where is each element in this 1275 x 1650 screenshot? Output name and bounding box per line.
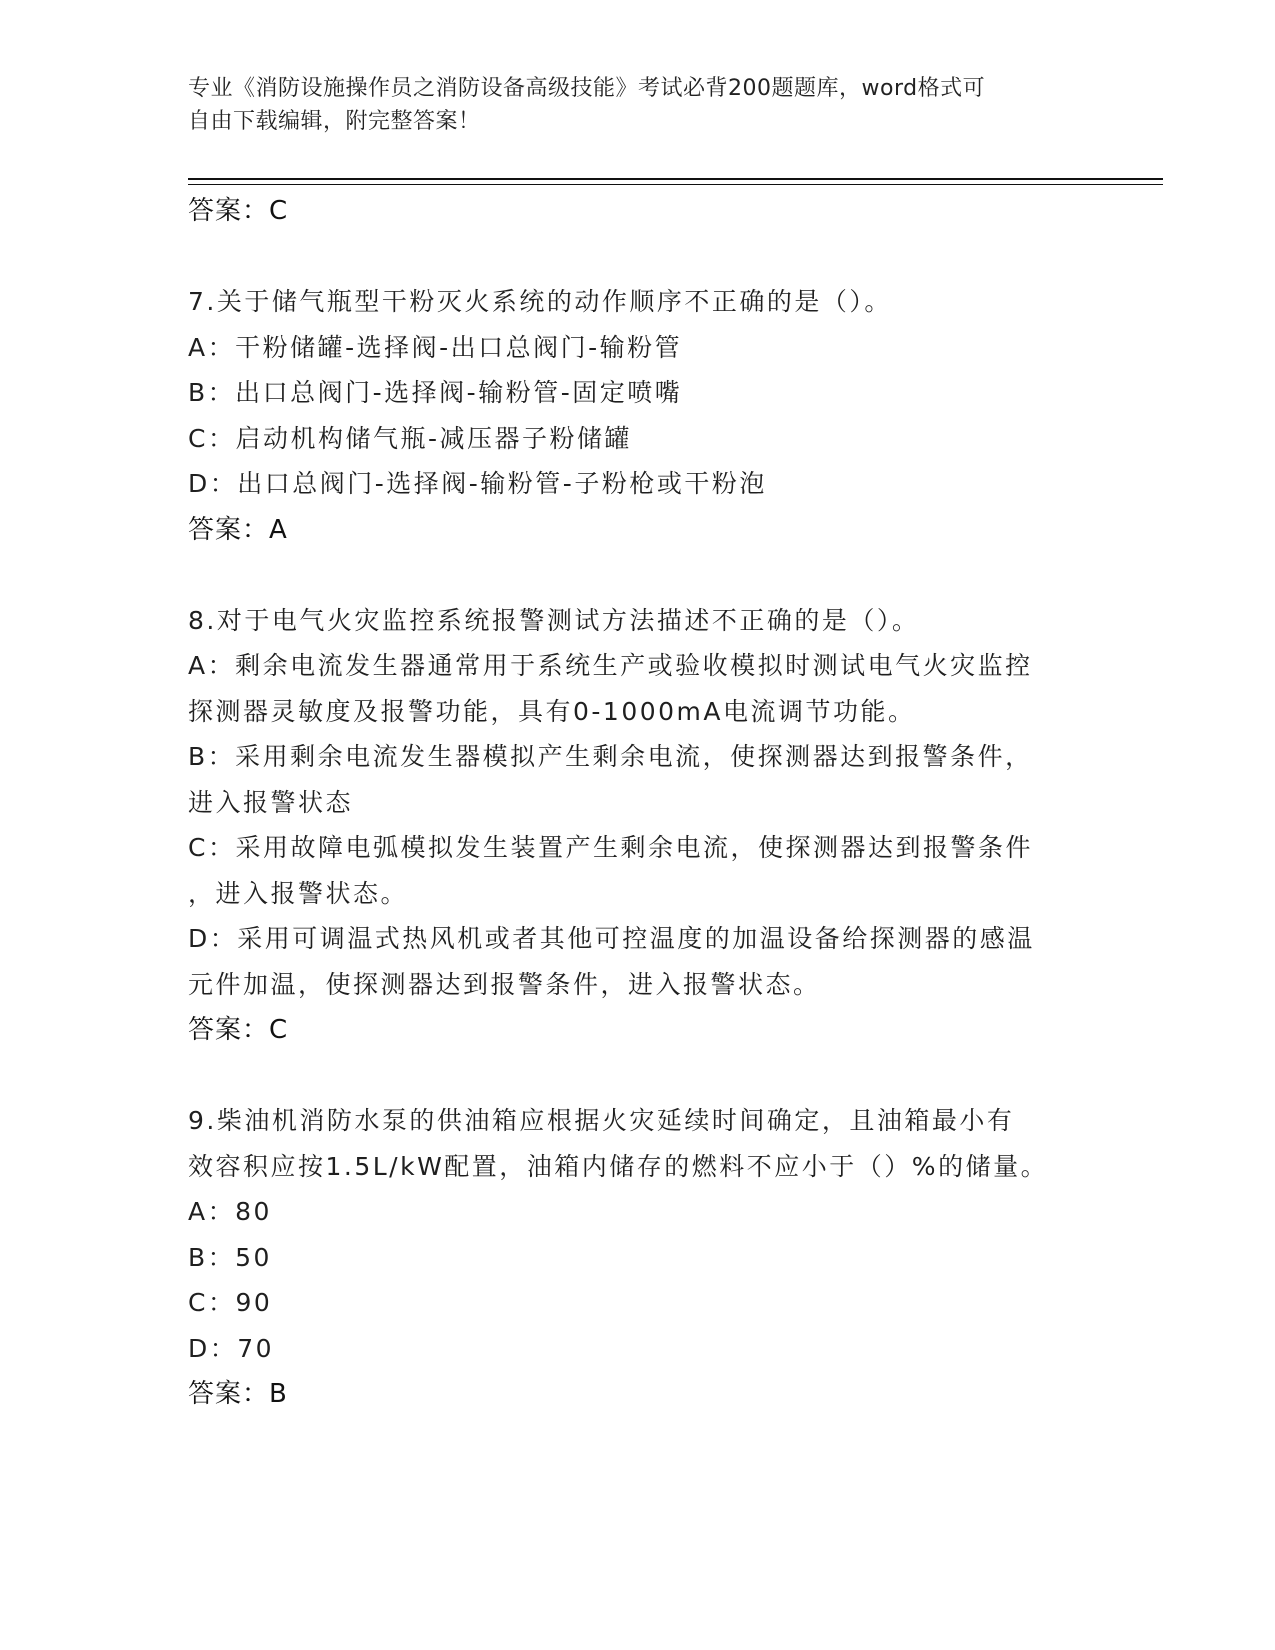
header-rule-thin [188, 184, 1163, 185]
option-c-continued: ，进入报警状态。 [188, 878, 409, 908]
question-stem: 9.柴油机消防水泵的供油箱应根据火灾延续时间确定，且油箱最小有 [188, 1106, 1015, 1135]
document-header [188, 72, 1088, 138]
option-c: C：启动机构储气瓶-减压器子粉储罐 [188, 423, 632, 453]
question-block [188, 279, 1088, 553]
option-c: C：90 [188, 1288, 273, 1317]
option-a: A：80 [188, 1197, 272, 1226]
option-a-continued: 探测器灵敏度及报警功能，具有0-1000mA电流调节功能。 [188, 696, 916, 726]
answer-line: 答案：A [188, 514, 288, 545]
spacer [188, 234, 1088, 279]
option-b: B：采用剩余电流发生器模拟产生剩余电流，使探测器达到报警条件， [188, 742, 1033, 771]
header-rule-thick [188, 178, 1163, 180]
option-b: B：出口总阀门-选择阀-输粉管-固定喷嘴 [188, 378, 683, 407]
option-d: D：采用可调温式热风机或者其他可控温度的加温设备给探测器的感温 [188, 924, 1035, 953]
option-b-continued: 进入报警状态 [188, 787, 354, 817]
question-stem-continued: 效容积应按1.5L/kW配置，油箱内储存的燃料不应小于（）%的储量。 [188, 1151, 1049, 1181]
question-block [188, 598, 1088, 1054]
header-line-1: 专业《消防设施操作员之消防设备高级技能》考试必背200题题库，word格式可 [188, 76, 986, 101]
question-stem: 7.关于储气瓶型干粉灭火系统的动作顺序不正确的是（）。 [188, 287, 892, 316]
option-d: D：出口总阀门-选择阀-输粉管-子粉枪或干粉泡 [188, 469, 767, 498]
answer-line: 答案：C [188, 1015, 289, 1045]
option-d: D：70 [188, 1333, 275, 1363]
spacer [188, 553, 1088, 598]
option-a: A：干粉储罐-选择阀-出口总阀门-输粉管 [188, 332, 683, 362]
answer-line: 答案：C [188, 196, 289, 226]
question-list [188, 188, 1088, 1417]
question-block [188, 1098, 1088, 1417]
option-c: C：采用故障电弧模拟发生装置产生剩余电流，使探测器达到报警条件 [188, 833, 1033, 862]
option-a: A：剩余电流发生器通常用于系统生产或验收模拟时测试电气火灾监控 [188, 651, 1033, 680]
question-stem: 8.对于电气火灾监控系统报警测试方法描述不正确的是（）。 [188, 605, 920, 635]
option-b: B：50 [188, 1242, 272, 1272]
spacer [188, 1053, 1088, 1098]
answer-line: 答案：B [188, 1379, 288, 1409]
header-line-2: 自由下载编辑，附完整答案！ [188, 109, 481, 134]
option-d-continued: 元件加温，使探测器达到报警条件，进入报警状态。 [188, 969, 821, 999]
